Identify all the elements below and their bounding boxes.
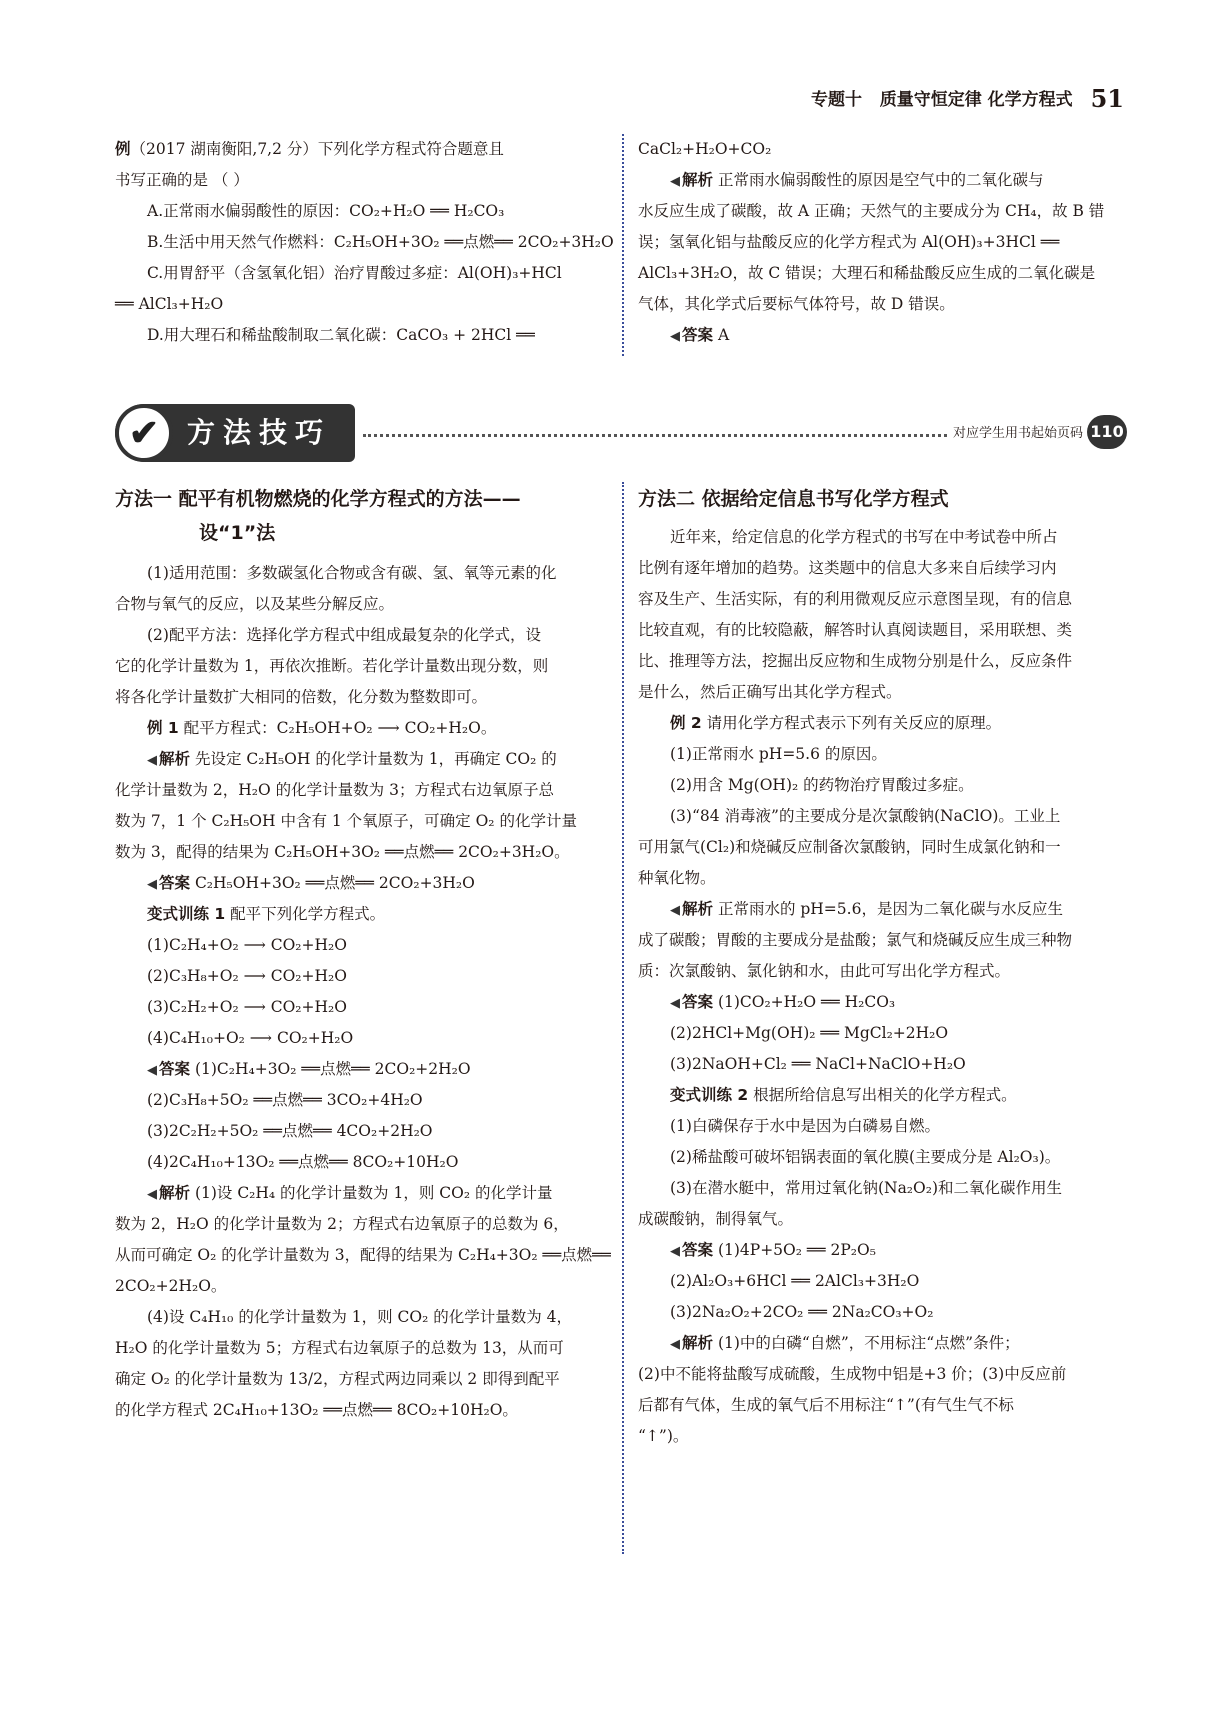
method-banner	[115, 404, 1127, 462]
text-line	[638, 289, 1128, 320]
text-line	[638, 1142, 1128, 1173]
line-tag: 例	[115, 140, 131, 158]
marker-icon: ◀	[147, 1063, 157, 1078]
line-tag: 解析	[682, 1334, 714, 1352]
line-tag: 例 2	[670, 714, 702, 732]
text-line	[638, 677, 1128, 708]
line-tag: 答案	[159, 874, 191, 892]
line-text: (3)2C₂H₂+5O₂ ══点燃══ 4CO₂+2H₂O	[147, 1122, 433, 1140]
marker-icon: ◀	[670, 996, 680, 1011]
line-text: (2)Al₂O₃+6HCl ══ 2AlCl₃+3H₂O	[670, 1272, 920, 1290]
main-column-divider	[622, 482, 624, 1554]
text-line	[115, 961, 605, 992]
text-line	[115, 837, 605, 868]
text-line	[638, 708, 1128, 739]
line-text: 比、推理等方法，挖掘出反应物和生成物分别是什么，反应条件	[638, 652, 1073, 670]
text-line	[638, 1297, 1128, 1328]
line-tag: 解析	[682, 900, 714, 918]
text-line	[638, 258, 1128, 289]
text-line	[638, 1421, 1128, 1452]
line-text: A	[713, 326, 730, 344]
marker-icon: ◀	[670, 1337, 680, 1352]
text-line	[115, 1271, 605, 1302]
line-text: (3)2NaOH+Cl₂ ══ NaCl+NaClO+H₂O	[670, 1055, 966, 1073]
text-line	[638, 956, 1128, 987]
line-text: (2)配平方法：选择化学方程式中组成最复杂的化学式，设	[147, 626, 541, 644]
text-line	[115, 1023, 605, 1054]
line-text: C₂H₅OH+3O₂ ══点燃══ 2CO₂+3H₂O	[190, 874, 475, 892]
line-tag: 答案	[682, 1241, 714, 1259]
line-text: (4)2C₄H₁₀+13O₂ ══点燃══ 8CO₂+10H₂O	[147, 1153, 459, 1171]
text-line	[638, 987, 1128, 1018]
line-text: 根据所给信息写出相关的化学方程式。	[748, 1086, 1017, 1104]
top-left-column	[115, 134, 614, 351]
text-line	[115, 744, 605, 775]
line-text: (3)“84 消毒液”的主要成分是次氯酸钠(NaClO)。工业上	[670, 807, 1061, 825]
line-tag: 解析	[159, 750, 191, 768]
line-text: D.用大理石和稀盐酸制取二氧化碳：CaCO₃ + 2HCl ══	[147, 326, 535, 344]
line-tag: 解析	[159, 1184, 191, 1202]
banner-title: 方法技巧	[187, 416, 332, 449]
chapter-title: 质量守恒定律 化学方程式	[879, 90, 1073, 110]
line-text: (3)C₂H₂+O₂ ⟶ CO₂+H₂O	[147, 998, 347, 1016]
text-line	[638, 615, 1128, 646]
text-line	[638, 1204, 1128, 1235]
line-text: 可用氯气(Cl₂)和烧碱反应制备次氯酸钠，同时生成氯化钠和一	[638, 838, 1061, 856]
text-line	[115, 289, 605, 320]
text-line	[115, 1085, 605, 1116]
line-tag: 变式训练 1	[147, 905, 226, 923]
text-line	[115, 930, 605, 961]
top-column-divider	[622, 134, 624, 356]
line-text: ══ AlCl₃+H₂O	[115, 295, 224, 313]
text-line	[638, 553, 1128, 584]
text-line	[115, 682, 605, 713]
text-line	[638, 522, 1128, 553]
line-text: (2)C₃H₈+5O₂ ══点燃══ 3CO₂+4H₂O	[147, 1091, 423, 1109]
text-line	[115, 589, 605, 620]
marker-icon: ◀	[670, 1244, 680, 1259]
text-line	[638, 801, 1128, 832]
left-column	[115, 482, 611, 1426]
text-line	[638, 320, 1128, 351]
line-tag: 答案	[159, 1060, 191, 1078]
line-text: 质：次氯酸钠、氯化钠和水，由此可写出化学方程式。	[638, 962, 1011, 980]
banner-ref-label: 对应学生用书起始页码	[952, 426, 1083, 441]
text-line	[638, 739, 1128, 770]
line-text: 的化学方程式 2C₄H₁₀+13O₂ ══点燃══ 8CO₂+10H₂O。	[115, 1401, 518, 1419]
line-tag: 解析	[682, 171, 714, 189]
line-text: (1)4P+5O₂ ══ 2P₂O₅	[713, 1241, 876, 1259]
text-line	[115, 227, 614, 258]
method-one-heading-cont: 设“1”法	[199, 522, 276, 544]
text-line	[115, 651, 605, 682]
text-line	[638, 134, 1128, 165]
text-line	[638, 165, 1128, 196]
text-line	[115, 1333, 605, 1364]
text-line	[638, 1390, 1128, 1421]
line-tag: 答案	[682, 326, 714, 344]
marker-icon: ◀	[670, 174, 680, 189]
line-text: 成了碳酸；胃酸的主要成分是盐酸；氯气和烧碱反应生成三种物	[638, 931, 1073, 949]
line-text: 成碳酸钠，制得氧气。	[638, 1210, 794, 1228]
line-text: (4)C₄H₁₀+O₂ ⟶ CO₂+H₂O	[147, 1029, 354, 1047]
text-line	[115, 558, 605, 589]
checkmark-icon: ✔	[115, 404, 173, 462]
line-text: 水反应生成了碳酸，故 A 正确；天然气的主要成分为 CH₄，故 B 错	[638, 202, 1105, 220]
line-text: 请用化学方程式表示下列有关反应的原理。	[701, 714, 1002, 732]
text-line	[115, 806, 605, 837]
line-text: (1)C₂H₄+O₂ ⟶ CO₂+H₂O	[147, 936, 347, 954]
text-line	[115, 992, 605, 1023]
text-line	[638, 646, 1128, 677]
line-text: 它的化学计量数为 1，再依次推断。若化学计量数出现分数，则	[115, 657, 549, 675]
line-text: 数为 7，1 个 C₂H₅OH 中含有 1 个氧原子，可确定 O₂ 的化学计量	[115, 812, 577, 830]
text-line	[638, 1328, 1128, 1359]
line-text: (4)设 C₄H₁₀ 的化学计量数为 1，则 CO₂ 的化学计量数为 4，	[147, 1308, 573, 1326]
text-line	[638, 1049, 1128, 1080]
text-line	[638, 584, 1128, 615]
text-line	[638, 1359, 1128, 1390]
line-text: 先设定 C₂H₅OH 的化学计量数为 1，再确定 CO₂ 的	[190, 750, 557, 768]
line-text: 种氧化物。	[638, 869, 716, 887]
line-text: (1)CO₂+H₂O ══ H₂CO₃	[713, 993, 896, 1011]
marker-icon: ◀	[670, 903, 680, 918]
text-line	[638, 1266, 1128, 1297]
line-text: (3)在潜水艇中，常用过氧化钠(Na₂O₂)和二氧化碳作用生	[670, 1179, 1062, 1197]
line-text: 化学计量数为 2，H₂O 的化学计量数为 3；方程式右边氧原子总	[115, 781, 554, 799]
line-text: 确定 O₂ 的化学计量数为 13/2，方程式两边同乘以 2 即得到配平	[115, 1370, 560, 1388]
text-line	[638, 1018, 1128, 1049]
line-text: A.正常雨水偏弱酸性的原因：CO₂+H₂O ══ H₂CO₃	[147, 202, 505, 220]
line-text: (1)中的白磷“自燃”，不用标注“点燃”条件；	[713, 1334, 1020, 1352]
marker-icon: ◀	[147, 1187, 157, 1202]
line-text: (3)2Na₂O₂+2CO₂ ══ 2Na₂CO₃+O₂	[670, 1303, 934, 1321]
marker-icon: ◀	[147, 877, 157, 892]
line-text: （2017 湖南衡阳,7,2 分）下列化学方程式符合题意且	[130, 140, 504, 158]
text-line	[115, 1116, 605, 1147]
text-line	[115, 1209, 605, 1240]
line-text: H₂O 的化学计量数为 5；方程式右边氧原子的总数为 13，从而可	[115, 1339, 564, 1357]
text-line	[115, 165, 605, 196]
text-line	[115, 1147, 605, 1178]
text-line	[115, 134, 605, 165]
line-text: 比例有逐年增加的趋势。这类题中的信息大多来自后续学习内	[638, 559, 1057, 577]
marker-icon: ◀	[147, 753, 157, 768]
line-text: (1)设 C₂H₄ 的化学计量数为 1，则 CO₂ 的化学计量	[190, 1184, 553, 1202]
top-right-column	[638, 134, 1128, 351]
page-header	[811, 84, 1124, 113]
line-text: 容及生产、生活实际，有的利用微观反应示意图呈现，有的信息	[638, 590, 1073, 608]
text-line	[115, 713, 605, 744]
line-tag: 例 1	[147, 719, 179, 737]
text-line	[115, 899, 605, 930]
text-line	[115, 1364, 605, 1395]
line-text: 将各化学计量数扩大相同的倍数，化分数为整数即可。	[115, 688, 488, 706]
page-number: 51	[1090, 84, 1124, 113]
text-line	[115, 258, 605, 289]
line-text: 近年来，给定信息的化学方程式的书写在中考试卷中所占	[670, 528, 1058, 546]
text-line	[638, 925, 1128, 956]
text-line	[115, 320, 605, 351]
text-line	[638, 894, 1128, 925]
text-line	[638, 863, 1128, 894]
line-text: 从而可确定 O₂ 的化学计量数为 3，配得的结果为 C₂H₄+3O₂ ══点燃══	[115, 1246, 611, 1264]
text-line	[115, 620, 605, 651]
line-text: 是什么，然后正确写出其化学方程式。	[638, 683, 902, 701]
text-line	[638, 196, 1128, 227]
line-tag: 答案	[682, 993, 714, 1011]
line-text: (2)用含 Mg(OH)₂ 的药物治疗胃酸过多症。	[670, 776, 974, 794]
right-column	[638, 482, 1128, 1452]
line-text: (2)2HCl+Mg(OH)₂ ══ MgCl₂+2H₂O	[670, 1024, 949, 1042]
chapter-label: 专题十	[810, 90, 862, 110]
line-text: C.用胃舒平（含氢氧化铝）治疗胃酸过多症：Al(OH)₃+HCl	[147, 264, 562, 282]
text-line	[638, 832, 1128, 863]
line-text: (2)稀盐酸可破坏铝锅表面的氧化膜(主要成分是 Al₂O₃)。	[670, 1148, 1061, 1166]
text-line	[638, 1080, 1128, 1111]
text-line	[115, 1054, 605, 1085]
line-tag: 变式训练 2	[670, 1086, 749, 1104]
line-text: 合物与氧气的反应，以及某些分解反应。	[115, 595, 395, 613]
line-text: 正常雨水偏弱酸性的原因是空气中的二氧化碳与	[713, 171, 1044, 189]
text-line	[115, 1178, 605, 1209]
text-line	[115, 1240, 611, 1271]
text-line	[115, 1302, 605, 1333]
line-text: “↑”)。	[638, 1427, 689, 1445]
line-text: (1)白磷保存于水中是因为白磷易自燃。	[670, 1117, 940, 1135]
text-line	[638, 1235, 1128, 1266]
line-text: CaCl₂+H₂O+CO₂	[638, 140, 772, 158]
text-line	[115, 868, 605, 899]
line-text: 2CO₂+2H₂O。	[115, 1277, 227, 1295]
text-line	[115, 1395, 605, 1426]
line-text: 误；氢氧化铝与盐酸反应的化学方程式为 Al(OH)₃+3HCl ══	[638, 233, 1060, 251]
line-text: (1)正常雨水 pH=5.6 的原因。	[670, 745, 887, 763]
line-text: (1)C₂H₄+3O₂ ══点燃══ 2CO₂+2H₂O	[190, 1060, 471, 1078]
line-text: (1)适用范围：多数碳氢化合物或含有碳、氢、氧等元素的化	[147, 564, 557, 582]
text-line	[115, 775, 605, 806]
line-text: AlCl₃+3H₂O，故 C 错误；大理石和稀盐酸反应生成的二氧化碳是	[638, 264, 1096, 282]
banner-dotted-line	[363, 434, 947, 437]
line-text: 数为 2，H₂O 的化学计量数为 2；方程式右边氧原子的总数为 6，	[115, 1215, 569, 1233]
text-line	[638, 770, 1128, 801]
banner-page-badge: 110	[1087, 415, 1127, 449]
line-text: 数为 3，配得的结果为 C₂H₅OH+3O₂ ══点燃══ 2CO₂+3H₂O。	[115, 843, 570, 861]
line-text: (2)C₃H₈+O₂ ⟶ CO₂+H₂O	[147, 967, 347, 985]
line-text: 正常雨水的 pH=5.6，是因为二氧化碳与水反应生	[713, 900, 1063, 918]
line-text: 气体，其化学式后要标气体符号，故 D 错误。	[638, 295, 955, 313]
marker-icon: ◀	[670, 329, 680, 344]
text-line	[638, 227, 1128, 258]
line-text: 后都有气体，生成的氧气后不用标注“↑”(有气生气不标	[638, 1396, 1014, 1414]
line-text: 配平下列化学方程式。	[225, 905, 386, 923]
line-text: (2)中不能将盐酸写成硫酸，生成物中铝是+3 价；(3)中反应前	[638, 1365, 1067, 1383]
line-text: 配平方程式：C₂H₅OH+O₂ ⟶ CO₂+H₂O。	[178, 719, 497, 737]
method-one-heading: 方法一 配平有机物燃烧的化学方程式的方法——	[115, 488, 521, 510]
text-line	[638, 1173, 1128, 1204]
method-two-heading: 方法二 依据给定信息书写化学方程式	[638, 488, 949, 510]
line-text: 比较直观，有的比较隐蔽，解答时认真阅读题目，采用联想、类	[638, 621, 1073, 639]
line-text: 书写正确的是 （ ）	[115, 171, 249, 189]
line-text: B.生活中用天然气作燃料：C₂H₅OH+3O₂ ══点燃══ 2CO₂+3H₂O	[147, 233, 614, 251]
text-line	[115, 196, 605, 227]
text-line	[638, 1111, 1128, 1142]
